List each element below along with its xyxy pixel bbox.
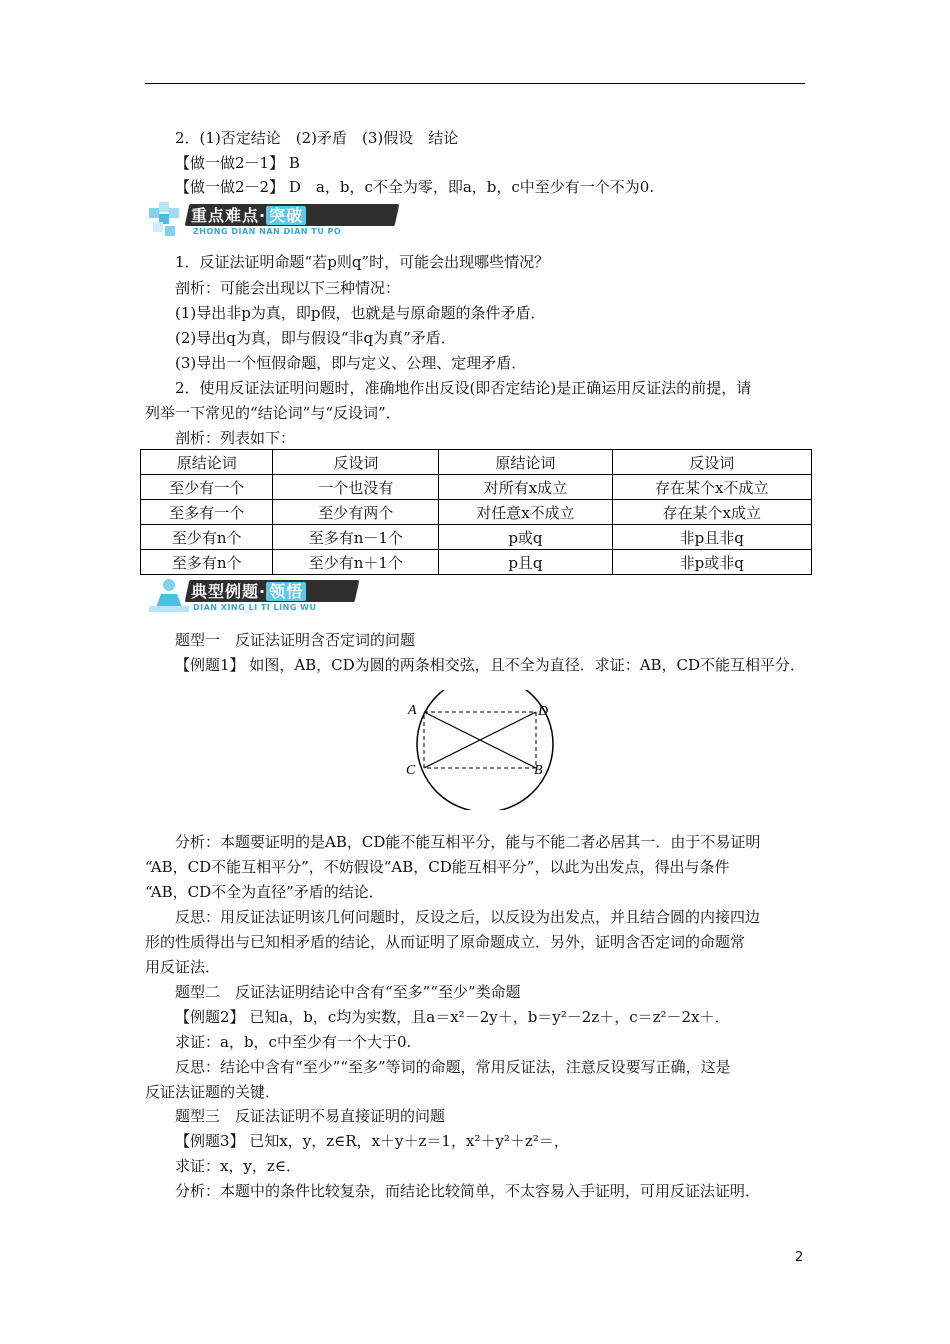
answer-line-1: 2．(1)否定结论 (2)矛盾 (3)假设 结论 — [175, 129, 459, 147]
table-row — [141, 500, 812, 525]
question-1-title: 1．反证法证明命题“若p则q”时，可能会出现哪些情况？ — [175, 253, 550, 271]
table-cell: 至少有两个 — [273, 500, 439, 525]
type-3-title: 题型三 反证法证明不易直接证明的问题 — [175, 1107, 446, 1125]
table-cell: 存在某个x不成立 — [612, 475, 811, 500]
question-2-title: 2．使用反证法证明问题时，准确地作出反设(即否定结论)是正确运用反证法的前提，请 — [175, 379, 752, 397]
table-cell: 至多有一个 — [141, 500, 273, 525]
banner-subtitle: ZHONG DIAN NAN DIAN TU PO — [193, 227, 342, 236]
table-row — [141, 475, 812, 500]
analysis-1-line-2: “AB，CD不能互相平分”，不妨假设“AB，CD能互相平分”，以此为出发点，得出与条件 — [145, 858, 730, 876]
word-table — [140, 449, 812, 575]
exercise-label: 【做一做2－2】 — [175, 178, 285, 196]
banner-title: 重点难点· 突破 — [191, 203, 306, 226]
question-2-title-cont: 列举一下常见的“结论词”与“反设词”． — [145, 404, 401, 422]
table-cell: 至多有n个 — [141, 550, 273, 575]
example-1 — [175, 655, 805, 675]
table-header: 反设词 — [612, 450, 811, 475]
type-1-title: 题型一 反证法证明含否定词的问题 — [175, 631, 416, 649]
analysis-3: 分析：本题中的条件比较复杂，而结论比较简单，不太容易入手证明，可用反证法证明． — [175, 1182, 761, 1200]
label-D: D — [538, 704, 549, 719]
table-cell: 至少有n＋1个 — [273, 550, 439, 575]
table-cell: 对任意x不成立 — [439, 500, 612, 525]
table-cell: 非p或非q — [612, 550, 811, 575]
label-A: A — [408, 703, 417, 718]
example-3-proof: 求证：x，y，z∈． — [175, 1157, 301, 1175]
example-text: 如图，AB，CD为圆的两条相交弦，且不全为直径．求证：AB，CD不能互相平分． — [249, 656, 806, 674]
answer-value: B — [288, 154, 300, 172]
case-1: (1)导出非p为真，即p假，也就是与原命题的条件矛盾． — [175, 304, 546, 322]
table-cell: 对所有x成立 — [439, 475, 612, 500]
table-header: 反设词 — [273, 450, 439, 475]
label-B: B — [534, 763, 543, 778]
table-cell: 非p且非q — [612, 525, 811, 550]
banner-title: 典型例题· 领悟 — [191, 579, 306, 602]
answer-line-3 — [175, 177, 654, 197]
table-header: 原结论词 — [141, 450, 273, 475]
case-2: (2)导出q为真，即与假设“非q为真”矛盾． — [175, 329, 456, 347]
header-rule — [145, 83, 805, 84]
answer-line-2 — [175, 153, 300, 173]
table-header-row — [141, 450, 812, 475]
label-C: C — [406, 763, 416, 778]
table-cell: 至少有一个 — [141, 475, 273, 500]
example-label: 【例题2】 — [175, 1008, 245, 1026]
example-3 — [175, 1131, 569, 1151]
example-text: 已知x，y，z∈R，x＋y＋z＝1，x²＋y²＋z²＝， — [249, 1132, 569, 1150]
analysis-1-line-1: 分析：本题要证明的是AB，CD能不能互相平分，能与不能二者必居其一．由于不易证明 — [175, 833, 761, 851]
table-cell: 存在某个x成立 — [612, 500, 811, 525]
page-number: 2 — [795, 1250, 804, 1265]
reflection-2-line-2: 反证法证题的关键． — [145, 1083, 281, 1101]
example-2-proof: 求证：a，b，c中至少有一个大于0. — [175, 1033, 412, 1051]
answer-value: D a，b，c不全为零，即a，b，c中至少有一个不为0. — [288, 178, 655, 196]
table-cell: p或q — [439, 525, 612, 550]
table-header: 原结论词 — [439, 450, 612, 475]
table-cell: 至少有n个 — [141, 525, 273, 550]
type-2-title: 题型二 反证法证明结论中含有“至多”“至少”类命题 — [175, 983, 521, 1001]
table-row — [141, 525, 812, 550]
question-1-analysis: 剖析：可能会出现以下三种情况： — [175, 279, 401, 297]
table-cell: p且q — [439, 550, 612, 575]
table-cell: 至多有n－1个 — [273, 525, 439, 550]
case-3: (3)导出一个恒假命题，即与定义、公理、定理矛盾． — [175, 354, 527, 372]
question-2-analysis: 剖析：列表如下： — [175, 429, 296, 447]
table-row — [141, 550, 812, 575]
circle-chord-figure — [400, 690, 560, 810]
example-label: 【例题1】 — [175, 656, 245, 674]
reflection-2-line-1: 反思：结论中含有“至少”“至多”等词的命题，常用反证法，注意反设要写正确，这是 — [175, 1058, 731, 1076]
banner-subtitle: DIAN XING LI TI LING WU — [193, 603, 317, 612]
reflection-1-line-1: 反思：用反证法证明该几何问题时，反设之后，以反设为出发点，并且结合圆的内接四边 — [175, 908, 761, 926]
circle — [417, 690, 553, 810]
analysis-1-line-3: “AB，CD不全为直径”矛盾的结论． — [145, 883, 384, 901]
cube-logo-icon — [147, 200, 191, 240]
exercise-label: 【做一做2－1】 — [175, 154, 285, 172]
reflection-1-line-3: 用反证法． — [145, 958, 221, 976]
example-text: 已知a，b，c均为实数，且a＝x²－2y＋，b＝y²－2z＋，c＝z²－2x＋． — [249, 1008, 730, 1026]
example-2 — [175, 1007, 730, 1027]
example-label: 【例题3】 — [175, 1132, 245, 1150]
table-cell: 一个也没有 — [273, 475, 439, 500]
person-logo-icon — [147, 576, 191, 616]
reflection-1-line-2: 形的性质得出与已知相矛盾的结论，从而证明了原命题成立．另外，证明含否定词的命题常 — [145, 933, 746, 951]
